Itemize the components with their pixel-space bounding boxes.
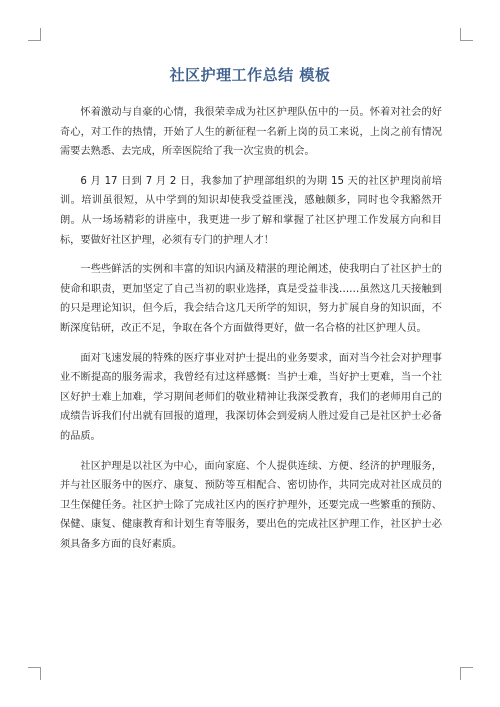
paragraph-5: 社区护理是以社区为中心，面向家庭、个人提供连续、方便、经济的护理服务，并与社区服务中的医疗、康复、预防等互相配合、密切协作，共同完成对社区成员的卫生保健任务。社区护士除了完成社区内的医疗护理外，还要完成一些繁重的预防、保健、康复、健康教育和计划生育等服务，要出色的完成社区护理工作，社区护士必须具备多方面的良好素质。 bbox=[60, 460, 442, 550]
corner-mark-top-right bbox=[460, 28, 473, 41]
paragraph-2: 6 月 17 日到 7 月 2 日，我参加了护理部组织的为期 15 天的社区护理岗前培训。培训虽很短，从中学到的知识却使我受益匪浅，感触颇多，同时也令我豁然开朗。从一场场精彩的讲座中，我更进一步了解和掌握了社区护理工作发展方向和目标，要做好社区护理，必须有专门的护理人才！ bbox=[60, 175, 442, 246]
document-title: 社区护理工作总结 模板 bbox=[169, 66, 331, 84]
corner-mark-top-left bbox=[28, 28, 41, 41]
document-body bbox=[60, 103, 442, 564]
corner-mark-bottom-left bbox=[28, 667, 41, 680]
paragraph-1: 怀着激动与自豪的心情，我很荣幸成为社区护理队伍中的一员。怀着对社会的好奇心，对工作的热情，开始了人生的新征程一名新上岗的员工来说，上岗之前有情况需要去熟悉、去完成，所幸医院给了我一次宝贵的机会。 bbox=[60, 107, 442, 158]
corner-mark-bottom-right bbox=[460, 667, 473, 680]
paragraph-3: 一些些鲜活的实例和丰富的知识内涵及精湛的理论阐述，使我明白了社区护士的使命和职责，更加坚定了自己当初的职业选择，真是受益非浅……虽然这几天接触到的只是理论知识，但今后，我会结合这几天所学的知识，努力扩展自身的知识面，不断深度钻研，改正不足，争取在各个方面做得更好，做一名合格的社区护理人员。 bbox=[60, 264, 442, 334]
paragraph-4: 面对飞速发展的特殊的医疗事业对护士提出的业务要求，面对当今社会对护理事业不断提高的服务需求，我曾经有过这样感慨：当护士难，当好护士更难，当一个社区好护士难上加难，学习期间老师们的敬业精神让我深受教育，我们的老师用自己的成绩告诉我们付出就有回报的道理，我深切体会到爱病人胜过爱自己是社区护士必备的品质。 bbox=[60, 352, 442, 442]
